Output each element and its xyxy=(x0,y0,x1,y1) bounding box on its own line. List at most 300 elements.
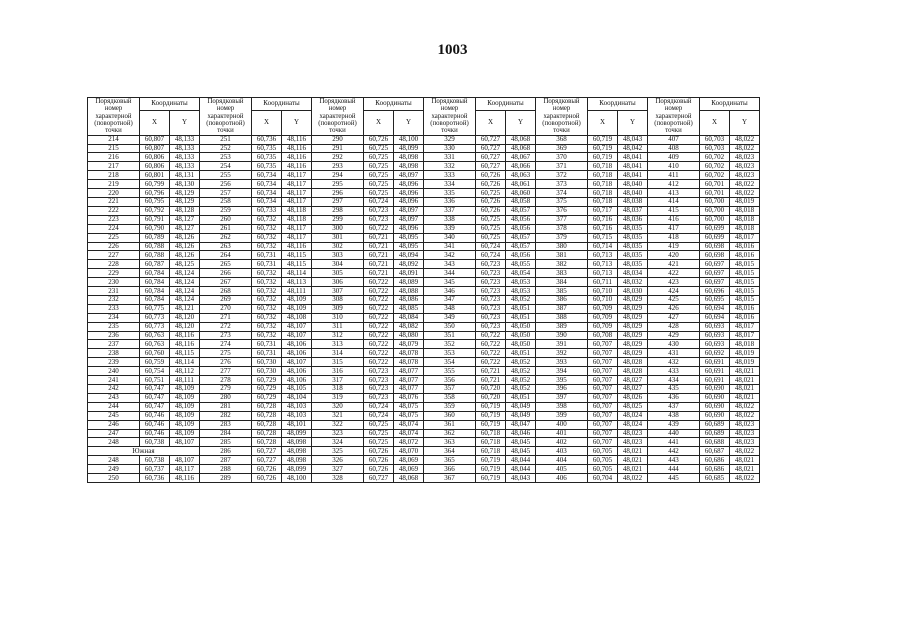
x-value: 60,718 xyxy=(476,438,506,447)
point-number: 362 xyxy=(424,429,476,438)
x-value: 60,715 xyxy=(588,233,618,242)
y-value: 48,023 xyxy=(730,153,760,162)
x-value: 60,718 xyxy=(588,189,618,198)
x-value: 60,732 xyxy=(252,269,282,278)
y-value: 48,024 xyxy=(618,420,648,429)
y-value: 48,069 xyxy=(394,465,424,474)
y-value: 48,022 xyxy=(730,402,760,411)
point-number: 390 xyxy=(536,331,588,340)
point-number: 410 xyxy=(648,162,700,171)
point-number: 358 xyxy=(424,393,476,402)
point-number: 433 xyxy=(648,367,700,376)
x-value: 60,726 xyxy=(252,474,282,483)
table-row xyxy=(88,313,760,322)
x-value: 60,722 xyxy=(476,340,506,349)
x-value: 60,735 xyxy=(252,153,282,162)
x-value: 60,690 xyxy=(700,393,730,402)
point-number: 261 xyxy=(200,224,252,233)
point-number: 224 xyxy=(88,224,140,233)
x-value: 60,732 xyxy=(252,313,282,322)
point-number: 425 xyxy=(648,295,700,304)
y-value: 48,021 xyxy=(618,447,648,456)
y-value: 48,021 xyxy=(730,456,760,465)
point-number: 219 xyxy=(88,180,140,189)
point-number: 365 xyxy=(424,456,476,465)
x-value: 60,725 xyxy=(364,162,394,171)
x-value: 60,723 xyxy=(364,393,394,402)
y-value: 48,101 xyxy=(282,420,312,429)
y-value: 48,109 xyxy=(170,420,200,429)
x-value: 60,722 xyxy=(364,340,394,349)
coordinates-header: Координаты xyxy=(252,98,312,111)
point-number: 336 xyxy=(424,197,476,206)
x-value: 60,714 xyxy=(588,242,618,251)
x-value: 60,716 xyxy=(588,224,618,233)
y-value: 48,117 xyxy=(282,197,312,206)
table-row xyxy=(88,242,760,251)
point-number: 317 xyxy=(312,376,364,385)
y-value: 48,023 xyxy=(730,162,760,171)
x-value: 60,705 xyxy=(588,447,618,456)
point-number: 430 xyxy=(648,340,700,349)
point-number: 274 xyxy=(200,340,252,349)
point-number: 387 xyxy=(536,304,588,313)
x-value: 60,736 xyxy=(140,474,170,483)
point-number: 218 xyxy=(88,171,140,180)
y-value: 48,126 xyxy=(170,242,200,251)
y-value: 48,075 xyxy=(394,411,424,420)
point-number: 245 xyxy=(88,411,140,420)
x-value: 60,707 xyxy=(588,367,618,376)
contour-label: Южная xyxy=(88,447,200,456)
y-value: 48,109 xyxy=(282,295,312,304)
y-value: 48,050 xyxy=(506,322,536,331)
x-value: 60,751 xyxy=(140,376,170,385)
point-number: 316 xyxy=(312,367,364,376)
x-value: 60,718 xyxy=(588,162,618,171)
x-value: 60,722 xyxy=(364,331,394,340)
y-value: 48,099 xyxy=(394,144,424,153)
y-value: 48,052 xyxy=(506,358,536,367)
y-value: 48,034 xyxy=(618,269,648,278)
y-value: 48,099 xyxy=(282,429,312,438)
x-value: 60,722 xyxy=(364,313,394,322)
point-number: 248 xyxy=(88,456,140,465)
x-value: 60,723 xyxy=(364,215,394,224)
point-number: 407 xyxy=(648,135,700,144)
x-value: 60,719 xyxy=(476,420,506,429)
y-header: Y xyxy=(618,110,648,135)
table-row xyxy=(88,438,760,447)
y-value: 48,116 xyxy=(170,340,200,349)
point-number: 346 xyxy=(424,287,476,296)
point-number: 402 xyxy=(536,438,588,447)
table-row xyxy=(88,153,760,162)
y-value: 48,044 xyxy=(506,456,536,465)
x-value: 60,700 xyxy=(700,206,730,215)
point-number: 399 xyxy=(536,411,588,420)
table-row xyxy=(88,402,760,411)
y-value: 48,041 xyxy=(618,162,648,171)
table-row xyxy=(88,269,760,278)
y-value: 48,029 xyxy=(618,331,648,340)
y-value: 48,051 xyxy=(506,349,536,358)
y-value: 48,049 xyxy=(506,402,536,411)
y-value: 48,043 xyxy=(618,135,648,144)
x-value: 60,707 xyxy=(588,429,618,438)
y-value: 48,029 xyxy=(618,295,648,304)
point-number: 322 xyxy=(312,420,364,429)
y-header: Y xyxy=(170,110,200,135)
point-number: 438 xyxy=(648,411,700,420)
point-number: 427 xyxy=(648,313,700,322)
y-value: 48,124 xyxy=(170,278,200,287)
x-value: 60,759 xyxy=(140,358,170,367)
x-value: 60,723 xyxy=(476,287,506,296)
coordinates-table xyxy=(87,97,760,483)
x-value: 60,784 xyxy=(140,278,170,287)
y-value: 48,052 xyxy=(506,376,536,385)
y-value: 48,107 xyxy=(282,322,312,331)
y-value: 48,109 xyxy=(170,385,200,394)
y-value: 48,036 xyxy=(618,215,648,224)
point-number: 331 xyxy=(424,153,476,162)
table-row xyxy=(88,376,760,385)
y-value: 48,017 xyxy=(730,233,760,242)
x-value: 60,727 xyxy=(476,144,506,153)
y-value: 48,051 xyxy=(506,393,536,402)
point-number: 290 xyxy=(312,135,364,144)
point-number: 385 xyxy=(536,287,588,296)
y-value: 48,105 xyxy=(282,385,312,394)
x-value: 60,703 xyxy=(700,135,730,144)
point-number: 310 xyxy=(312,313,364,322)
table-row xyxy=(88,295,760,304)
x-value: 60,732 xyxy=(252,304,282,313)
y-value: 48,035 xyxy=(618,233,648,242)
y-value: 48,098 xyxy=(394,162,424,171)
point-number: 369 xyxy=(536,144,588,153)
point-number: 247 xyxy=(88,429,140,438)
y-value: 48,124 xyxy=(170,295,200,304)
y-value: 48,096 xyxy=(394,197,424,206)
table-row xyxy=(88,447,760,456)
header-row xyxy=(88,98,760,111)
point-number: 337 xyxy=(424,206,476,215)
point-number: 263 xyxy=(200,242,252,251)
coordinates-header: Координаты xyxy=(364,98,424,111)
point-number: 400 xyxy=(536,420,588,429)
x-value: 60,707 xyxy=(588,411,618,420)
x-value: 60,728 xyxy=(252,438,282,447)
point-number: 301 xyxy=(312,233,364,242)
point-number: 302 xyxy=(312,242,364,251)
point-number: 378 xyxy=(536,224,588,233)
point-number: 413 xyxy=(648,189,700,198)
y-value: 48,057 xyxy=(506,206,536,215)
y-value: 48,078 xyxy=(394,358,424,367)
point-number: 275 xyxy=(200,349,252,358)
x-value: 60,718 xyxy=(588,171,618,180)
x-value: 60,694 xyxy=(700,313,730,322)
table-row xyxy=(88,304,760,313)
point-number: 344 xyxy=(424,269,476,278)
point-number: 265 xyxy=(200,260,252,269)
y-value: 48,109 xyxy=(170,411,200,420)
x-value: 60,724 xyxy=(476,242,506,251)
x-value: 60,723 xyxy=(476,304,506,313)
point-number: 260 xyxy=(200,215,252,224)
x-value: 60,713 xyxy=(588,269,618,278)
y-value: 48,056 xyxy=(506,251,536,260)
point-number: 411 xyxy=(648,171,700,180)
point-number: 278 xyxy=(200,376,252,385)
x-value: 60,719 xyxy=(588,144,618,153)
y-value: 48,053 xyxy=(506,278,536,287)
x-value: 60,775 xyxy=(140,304,170,313)
x-value: 60,732 xyxy=(252,331,282,340)
y-value: 48,091 xyxy=(394,269,424,278)
point-number: 236 xyxy=(88,331,140,340)
point-number: 289 xyxy=(200,474,252,483)
y-value: 48,029 xyxy=(618,313,648,322)
y-value: 48,021 xyxy=(730,367,760,376)
y-value: 48,029 xyxy=(618,322,648,331)
y-value: 48,096 xyxy=(394,189,424,198)
y-value: 48,111 xyxy=(170,376,200,385)
y-value: 48,133 xyxy=(170,153,200,162)
y-value: 48,060 xyxy=(506,189,536,198)
point-number: 226 xyxy=(88,242,140,251)
point-number: 424 xyxy=(648,287,700,296)
point-number: 297 xyxy=(312,197,364,206)
point-number: 307 xyxy=(312,287,364,296)
point-number: 379 xyxy=(536,233,588,242)
x-value: 60,733 xyxy=(252,206,282,215)
point-number: 401 xyxy=(536,429,588,438)
point-number: 353 xyxy=(424,349,476,358)
x-value: 60,731 xyxy=(252,340,282,349)
point-number: 373 xyxy=(536,180,588,189)
x-value: 60,735 xyxy=(252,162,282,171)
x-value: 60,730 xyxy=(252,367,282,376)
x-value: 60,721 xyxy=(364,269,394,278)
x-value: 60,725 xyxy=(476,224,506,233)
table-row xyxy=(88,420,760,429)
y-value: 48,040 xyxy=(618,180,648,189)
point-number: 416 xyxy=(648,215,700,224)
point-number: 241 xyxy=(88,376,140,385)
x-value: 60,722 xyxy=(364,224,394,233)
point-number: 271 xyxy=(200,313,252,322)
point-number: 384 xyxy=(536,278,588,287)
y-value: 48,109 xyxy=(170,393,200,402)
point-number: 335 xyxy=(424,189,476,198)
point-number: 429 xyxy=(648,331,700,340)
y-value: 48,129 xyxy=(170,197,200,206)
x-header: X xyxy=(252,110,282,135)
x-value: 60,724 xyxy=(476,251,506,260)
y-value: 48,129 xyxy=(170,189,200,198)
x-value: 60,699 xyxy=(700,233,730,242)
point-number: 420 xyxy=(648,251,700,260)
x-value: 60,746 xyxy=(140,411,170,420)
x-value: 60,698 xyxy=(700,242,730,251)
x-value: 60,721 xyxy=(476,367,506,376)
y-value: 48,018 xyxy=(730,215,760,224)
y-value: 48,061 xyxy=(506,180,536,189)
point-number: 351 xyxy=(424,331,476,340)
x-value: 60,704 xyxy=(588,474,618,483)
y-value: 48,082 xyxy=(394,322,424,331)
table-row xyxy=(88,260,760,269)
y-value: 48,015 xyxy=(730,295,760,304)
x-value: 60,724 xyxy=(364,411,394,420)
y-value: 48,118 xyxy=(282,215,312,224)
y-value: 48,042 xyxy=(618,144,648,153)
x-value: 60,738 xyxy=(140,456,170,465)
x-value: 60,734 xyxy=(252,180,282,189)
x-value: 60,707 xyxy=(588,438,618,447)
point-number: 374 xyxy=(536,189,588,198)
x-value: 60,747 xyxy=(140,393,170,402)
x-value: 60,723 xyxy=(476,313,506,322)
y-value: 48,098 xyxy=(394,153,424,162)
x-value: 60,690 xyxy=(700,402,730,411)
table-row xyxy=(88,215,760,224)
y-value: 48,089 xyxy=(394,278,424,287)
x-value: 60,707 xyxy=(588,340,618,349)
y-value: 48,097 xyxy=(394,171,424,180)
x-value: 60,705 xyxy=(588,456,618,465)
y-value: 48,115 xyxy=(282,260,312,269)
point-number: 349 xyxy=(424,313,476,322)
y-value: 48,030 xyxy=(618,287,648,296)
y-header: Y xyxy=(506,110,536,135)
coordinates-header: Координаты xyxy=(588,98,648,111)
table-row xyxy=(88,465,760,474)
point-number: 255 xyxy=(200,171,252,180)
table-row xyxy=(88,385,760,394)
y-value: 48,125 xyxy=(170,260,200,269)
point-number: 393 xyxy=(536,358,588,367)
y-value: 48,056 xyxy=(506,215,536,224)
x-value: 60,697 xyxy=(700,260,730,269)
x-value: 60,696 xyxy=(700,287,730,296)
x-value: 60,763 xyxy=(140,340,170,349)
point-number: 321 xyxy=(312,411,364,420)
y-value: 48,120 xyxy=(170,322,200,331)
point-number: 314 xyxy=(312,349,364,358)
y-value: 48,117 xyxy=(170,465,200,474)
x-value: 60,806 xyxy=(140,153,170,162)
x-value: 60,710 xyxy=(588,287,618,296)
y-value: 48,128 xyxy=(170,206,200,215)
y-value: 48,021 xyxy=(730,376,760,385)
x-header: X xyxy=(476,110,506,135)
x-value: 60,728 xyxy=(252,429,282,438)
x-value: 60,721 xyxy=(364,251,394,260)
y-value: 48,109 xyxy=(170,402,200,411)
x-value: 60,719 xyxy=(476,465,506,474)
y-value: 48,108 xyxy=(282,313,312,322)
point-number: 441 xyxy=(648,438,700,447)
point-number: 418 xyxy=(648,233,700,242)
y-value: 48,035 xyxy=(618,224,648,233)
y-value: 48,057 xyxy=(506,242,536,251)
y-value: 48,037 xyxy=(618,206,648,215)
x-value: 60,726 xyxy=(252,465,282,474)
point-number: 352 xyxy=(424,340,476,349)
point-number: 386 xyxy=(536,295,588,304)
y-value: 48,025 xyxy=(618,402,648,411)
x-value: 60,737 xyxy=(140,465,170,474)
x-value: 60,717 xyxy=(588,206,618,215)
x-value: 60,720 xyxy=(476,393,506,402)
y-value: 48,076 xyxy=(394,393,424,402)
x-value: 60,795 xyxy=(140,197,170,206)
table-row xyxy=(88,197,760,206)
y-value: 48,095 xyxy=(394,242,424,251)
point-number: 303 xyxy=(312,251,364,260)
x-value: 60,784 xyxy=(140,295,170,304)
y-value: 48,022 xyxy=(730,135,760,144)
table-row xyxy=(88,322,760,331)
point-number: 287 xyxy=(200,456,252,465)
point-number: 320 xyxy=(312,402,364,411)
point-number: 268 xyxy=(200,287,252,296)
x-value: 60,689 xyxy=(700,429,730,438)
y-value: 48,074 xyxy=(394,420,424,429)
point-number: 327 xyxy=(312,465,364,474)
y-value: 48,098 xyxy=(282,438,312,447)
x-value: 60,731 xyxy=(252,251,282,260)
y-value: 48,041 xyxy=(618,171,648,180)
y-value: 48,133 xyxy=(170,144,200,153)
y-value: 48,056 xyxy=(506,224,536,233)
x-value: 60,734 xyxy=(252,189,282,198)
x-value: 60,686 xyxy=(700,465,730,474)
table-body xyxy=(88,135,760,482)
point-number: 439 xyxy=(648,420,700,429)
point-number: 341 xyxy=(424,242,476,251)
y-value: 48,096 xyxy=(394,180,424,189)
x-value: 60,698 xyxy=(700,251,730,260)
point-number: 323 xyxy=(312,429,364,438)
point-number: 318 xyxy=(312,385,364,394)
x-value: 60,702 xyxy=(700,171,730,180)
x-value: 60,687 xyxy=(700,447,730,456)
y-value: 48,016 xyxy=(730,304,760,313)
point-number: 409 xyxy=(648,153,700,162)
y-value: 48,104 xyxy=(282,393,312,402)
x-value: 60,721 xyxy=(364,242,394,251)
point-number: 239 xyxy=(88,358,140,367)
point-number: 292 xyxy=(312,153,364,162)
x-value: 60,723 xyxy=(476,260,506,269)
point-number: 228 xyxy=(88,260,140,269)
y-value: 48,117 xyxy=(282,189,312,198)
y-value: 48,015 xyxy=(730,269,760,278)
point-number: 375 xyxy=(536,197,588,206)
point-number: 256 xyxy=(200,180,252,189)
x-value: 60,722 xyxy=(364,349,394,358)
table-row xyxy=(88,206,760,215)
x-value: 60,725 xyxy=(364,429,394,438)
x-value: 60,726 xyxy=(364,135,394,144)
y-value: 48,127 xyxy=(170,224,200,233)
y-value: 48,117 xyxy=(282,224,312,233)
